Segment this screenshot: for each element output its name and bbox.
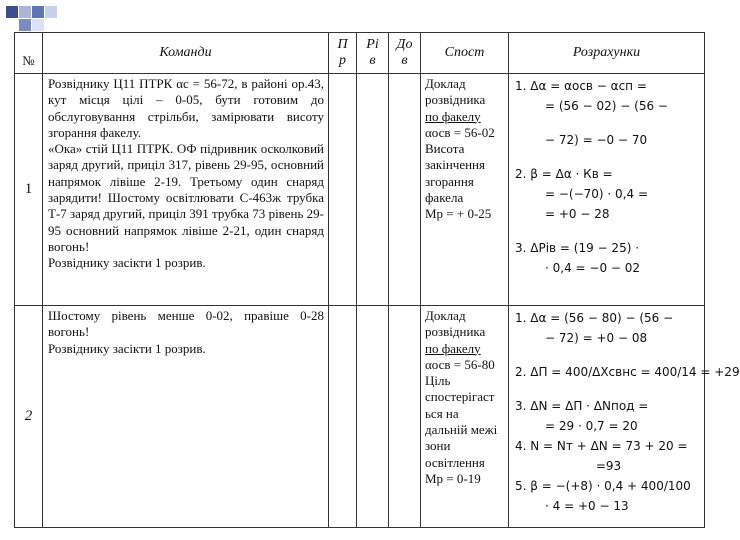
decor-square [45,6,57,18]
calc-line: 5. β = −(+8) · 0,4 + 400/100 [515,479,691,493]
do-cell [389,74,421,306]
header-observation: Спост [421,33,509,74]
calc-line: = 29 · 0,7 = 20 [545,419,638,433]
riv-cell [357,306,389,528]
report-line: Ціль [425,373,451,389]
header-row [15,33,705,74]
command-text: Розвіднику засікти 1 розрив. [48,340,206,356]
calc-line: = (56 − 02) − (56 − [545,99,668,113]
calculations-cell [509,74,705,306]
header-num: № [15,33,43,74]
header-do: До в [389,33,421,74]
report-line: згорання [425,173,474,189]
decor-square [19,6,31,18]
decor-square [6,6,18,18]
command-text: «Ока» стій Ц11 ПТРК. ОФ підривник осколковий заряд другий, приціл 317, рівень 29-95, основний напрямок лівіше 2-19. Третьому один снаряд зарядити! Шостому освітлювати С-463ж трубка Т-7 заряд другий, приціл 391 трубка 73 рівень 29-95 основний напрямок лівіше 2-21, один снаряд вогонь! [48,141,324,254]
report-line: освітлення [425,454,485,470]
report-line: дальній межі [425,422,498,438]
calc-line: 4. N = Nт + ΔN = 73 + 20 = [515,439,688,453]
table-row [15,74,705,306]
pr-cell [329,74,357,306]
calc-line: − 72) = −0 − 70 [545,133,648,147]
report-line: Мр = 0-19 [425,470,481,486]
row-number: 1 [15,74,43,306]
report-line: Мр = + 0-25 [425,206,492,222]
row-number: 2 [15,306,43,528]
report-cell [421,306,509,528]
commands-cell [43,74,329,306]
decor-square [32,6,44,18]
fire-calculation-table [14,32,740,528]
report-line: спостерігаст [425,389,495,405]
calc-line: 2. β = Δα · Кв = [515,167,613,181]
commands-cell [43,306,329,528]
do-cell [389,306,421,528]
report-line: розвідника [425,92,486,108]
report-line: Доклад [425,308,466,323]
calc-line: − 72) = +0 − 08 [545,331,648,345]
report-line: Доклад [425,76,466,91]
header-riv: Рі в [357,33,389,74]
calc-line: = −(−70) · 0,4 = [545,187,649,201]
calc-line: = +0 − 28 [545,207,610,221]
calc-line: · 0,4 = −0 − 02 [545,261,641,275]
table-row [15,306,705,528]
calc-line: 3. ΔN = ΔП · ΔNпод = [515,399,649,413]
report-line: зони [425,438,451,454]
report-line: Висота [425,141,465,157]
report-line: закінчення [425,157,485,173]
command-text: Шостому рівень менше 0-02, правіше 0-28 вогонь! [48,308,324,340]
riv-cell [357,74,389,306]
decor-square [32,19,44,31]
report-line: по факелу [425,108,481,124]
report-line: αосв = 56-02 [425,124,495,140]
calculations-cell [509,306,740,528]
report-line: αосв = 56-80 [425,356,495,372]
calc-line: 3. ΔРів = (19 − 25) · [515,241,640,255]
header-commands: Команди [43,33,329,74]
calc-line: 2. ΔП = 400/ΔXсвнс = 400/14 = +29 [515,365,740,379]
calc-line: =93 [595,459,622,473]
calc-line: 1. Δα = (56 − 80) − (56 − [515,311,674,325]
pr-cell [329,306,357,528]
report-line: розвідника [425,324,486,340]
decor-square [19,19,31,31]
command-text: Розвіднику Ц11 ПТРК αc = 56-72, в районі ор.43, кут місця цілі – 0-05, бути готовим до обслуговування стрільби, замірювати висоту згорання факелу. [48,76,324,140]
report-cell [421,74,509,306]
command-text: Розвіднику засікти 1 розрив. [48,255,206,271]
calc-line: 1. Δα = αосв − αcп = [515,79,647,93]
report-line: по факелу [425,340,481,356]
calc-line: · 4 = +0 − 13 [545,499,629,513]
report-line: ься на [425,405,459,421]
header-calculations: Розрахунки [509,33,705,74]
report-line: факела [425,190,464,206]
header-pr: П р [329,33,357,74]
